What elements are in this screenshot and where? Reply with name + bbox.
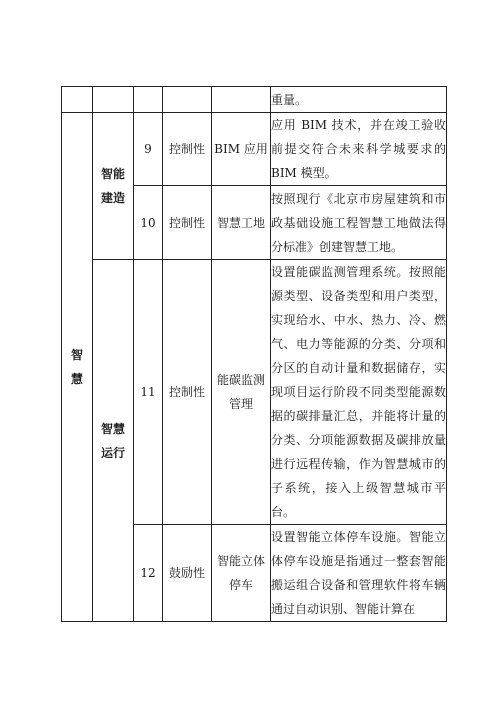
description-cell: 按照现行《北京市房屋建筑和市政基础设施工程智慧工地做法得分标准》创建智慧工地。 xyxy=(271,186,447,260)
row-number: 10 xyxy=(134,186,163,260)
description-cell: 设置智能立体停车设施。智能立体停车设施是指通过一整套智能搬运组合设备和管理软件将车辆通过自动识别、智能计算在 xyxy=(271,525,447,622)
empty-cell xyxy=(163,87,212,113)
row-number: 12 xyxy=(134,525,163,622)
item-name: 能碳监测 管理 xyxy=(212,260,271,525)
empty-cell xyxy=(212,87,271,113)
description-cell: 重量。 xyxy=(271,87,447,113)
requirement-type: 控制性 xyxy=(163,186,212,260)
requirement-type: 控制性 xyxy=(163,260,212,525)
empty-cell xyxy=(93,87,134,113)
row-number: 11 xyxy=(134,260,163,525)
item-name: 智慧工地 xyxy=(212,186,271,260)
requirement-type: 控制性 xyxy=(163,113,212,186)
description-cell: 设置能碳监测管理系统。按照能源类型、设备类型和用户类型，实现给水、中水、热力、冷、燃气、电力等能源的分类、分项和分区的自动计量和数据储存，实现项目运行阶段不同类型能源数据的碳排量汇总，并能将计量的分类、分项能源数据及碳排放量进行远程传输，作为智慧城市的子系统，接入上级智慧城市平台。 xyxy=(271,260,447,525)
item-name: BIM 应用 xyxy=(212,113,271,186)
requirement-type: 鼓励性 xyxy=(163,525,212,622)
empty-cell xyxy=(62,87,93,113)
empty-cell xyxy=(134,87,163,113)
item-name: 智能立体 停车 xyxy=(212,525,271,622)
row-number: 9 xyxy=(134,113,163,186)
table-row-continued xyxy=(62,87,447,113)
standards-table xyxy=(61,86,447,622)
table-row xyxy=(62,260,447,525)
description-cell: 应用 BIM 技术，并在竣工验收前提交符合未来科学城要求的 BIM 模型。 xyxy=(271,113,447,186)
subcategory-cell: 智慧 运行 xyxy=(93,260,134,622)
subcategory-cell: 智能 建造 xyxy=(93,113,134,260)
category-cell: 智 慧 xyxy=(62,113,93,622)
table-row xyxy=(62,113,447,186)
